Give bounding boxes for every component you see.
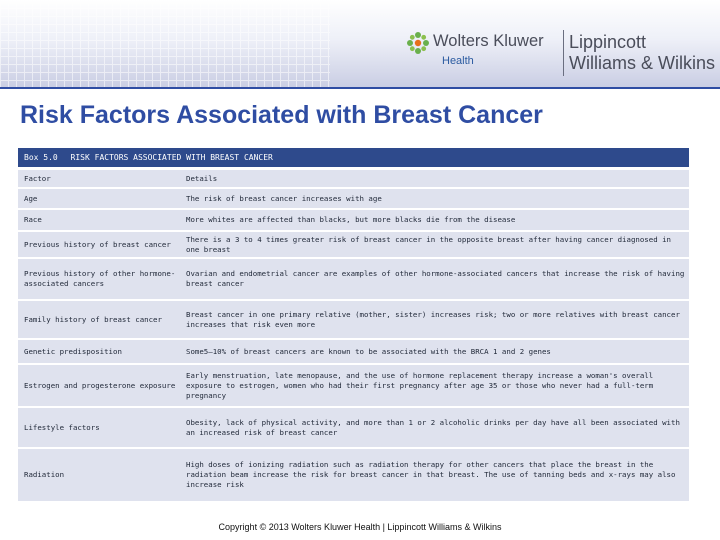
details-cell: The risk of breast cancer increases with age: [180, 189, 689, 208]
risk-factors-table: [18, 168, 689, 503]
factor-cell: Previous history of other hormone-associated cancers: [18, 259, 180, 299]
factor-cell: Radiation: [18, 449, 180, 501]
factor-cell: Estrogen and progesterone exposure: [18, 365, 180, 406]
logo-division: Health: [442, 55, 474, 67]
table-row: [18, 232, 689, 257]
column-header-factor: Factor: [18, 170, 180, 187]
table-row: [18, 408, 689, 447]
factor-cell: Family history of breast cancer: [18, 301, 180, 338]
details-cell: There is a 3 to 4 times greater risk of breast cancer in the opposite breast after having cancer diagnosed in one breast: [180, 232, 689, 257]
details-cell: High doses of ionizing radiation such as radiation therapy for other cancers that place the breast in the radiation beam increase the risk for breast cancer in that breast. The use of tanning beds and x-rays may also increase risk: [180, 449, 689, 501]
box-header: [18, 148, 689, 167]
factor-cell: Lifestyle factors: [18, 408, 180, 447]
details-cell: Breast cancer in one primary relative (mother, sister) increases risk; two or more relatives with breast cancer increases that risk even more: [180, 301, 689, 338]
details-cell: Obesity, lack of physical activity, and more than 1 or 2 alcoholic drinks per day have all been associated with an increased risk of breast cancer: [180, 408, 689, 447]
copyright-footer: Copyright © 2013 Wolters Kluwer Health | Lippincott Williams & Wilkins: [218, 522, 502, 532]
logo-publisher-line1: Lippincott: [569, 32, 647, 52]
details-cell: Some5–10% of breast cancers are known to be associated with the BRCA 1 and 2 genes: [180, 340, 689, 363]
title-divider: [0, 87, 720, 89]
logo-divider: [563, 30, 564, 76]
factor-cell: Previous history of breast cancer: [18, 232, 180, 257]
details-cell: Ovarian and endometrial cancer are examples of other hormone-associated cancers that increase the risk of having breast cancer: [180, 259, 689, 299]
details-cell: More whites are affected than blacks, but more blacks die from the disease: [180, 210, 689, 230]
table-row: [18, 365, 689, 406]
publisher-logo: [406, 30, 716, 80]
header-grid-pattern: [0, 0, 330, 88]
table-row: [18, 449, 689, 501]
table-row: [18, 340, 689, 363]
table-header-row: [18, 170, 689, 187]
logo-publisher-line2: Williams & Wilkins: [569, 53, 715, 73]
column-header-details: Details: [180, 170, 689, 187]
box-number: Box 5.0: [24, 153, 58, 162]
box-title: RISK FACTORS ASSOCIATED WITH BREAST CANCER: [70, 153, 273, 162]
table-row: [18, 301, 689, 338]
table-row: [18, 259, 689, 299]
factor-cell: Race: [18, 210, 180, 230]
factor-cell: Genetic predisposition: [18, 340, 180, 363]
logo-brand: Wolters Kluwer: [433, 32, 544, 50]
table-row: [18, 189, 689, 208]
details-cell: Early menstruation, late menopause, and the use of hormone replacement therapy increase a woman's overall exposure to estrogen, women who had their first pregnancy after age 35 or those who never had a full-term pregnancy: [180, 365, 689, 406]
wolters-kluwer-logo-icon: [406, 31, 430, 55]
table-row: [18, 210, 689, 230]
factor-cell: Age: [18, 189, 180, 208]
page-title: Risk Factors Associated with Breast Cancer: [20, 101, 543, 129]
